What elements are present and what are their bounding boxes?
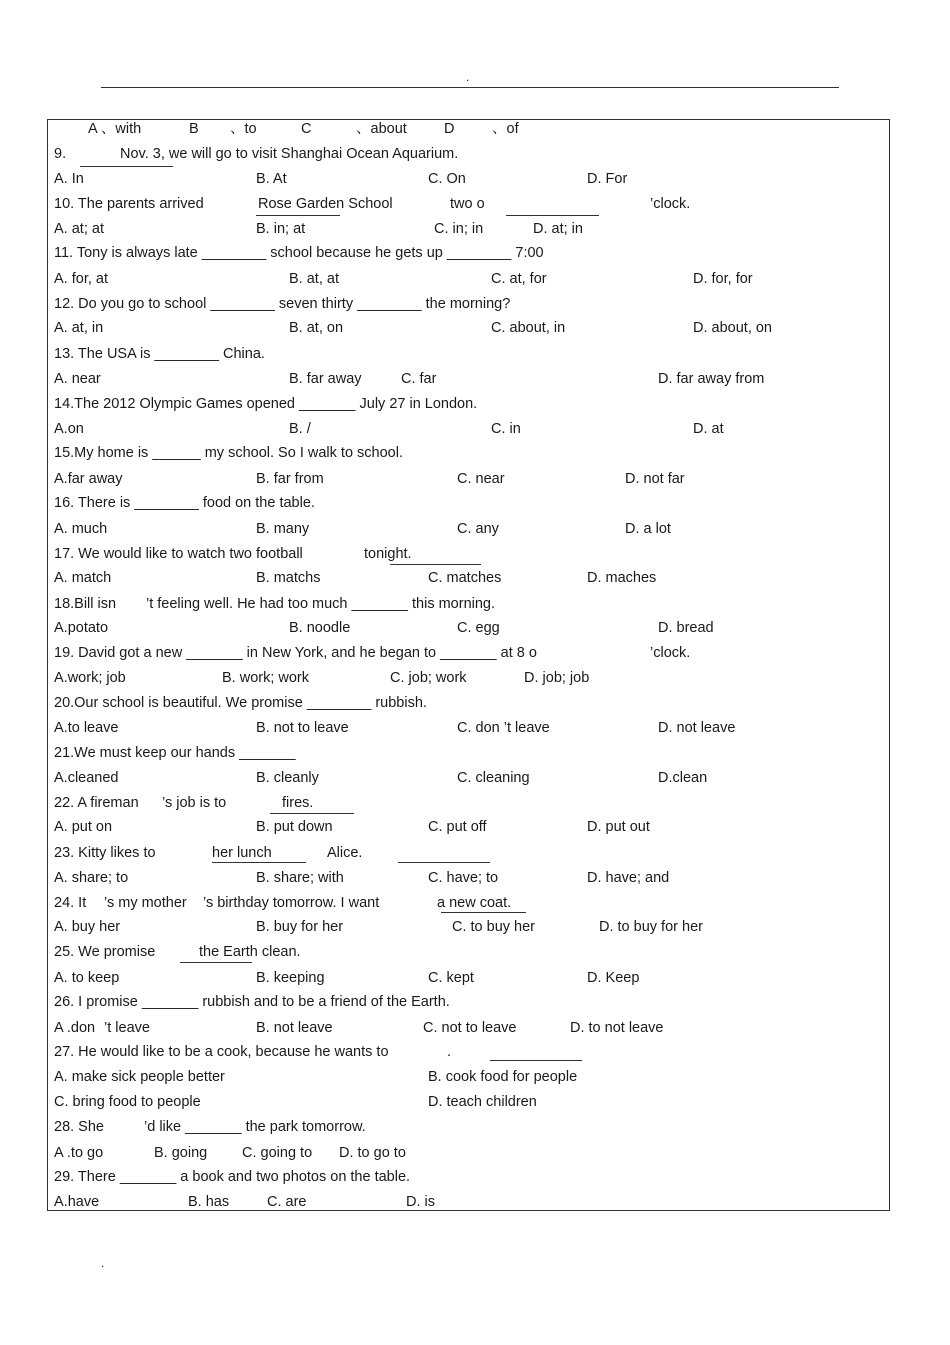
text-line-a13c: C. far: [401, 371, 437, 387]
text-line-a10b: B. in; at: [256, 221, 306, 237]
text-line-a28a: A .to go: [54, 1145, 104, 1161]
text-line-a13d: D. far away from: [658, 371, 765, 387]
text-line-a26b: B. not leave: [256, 1020, 333, 1036]
text-line-a12d: D. about, on: [693, 320, 772, 336]
text-line-a18a: A.potato: [54, 620, 109, 636]
text-line-a14c: C. in: [491, 421, 521, 437]
text-line-r0g: 、of: [492, 121, 519, 137]
text-line-a28b: B. going: [154, 1145, 208, 1161]
text-line-a19d: D. job; job: [524, 670, 590, 686]
text-line-q25: 25. We promise: [54, 944, 156, 960]
text-line-a18c: C. egg: [457, 620, 500, 636]
text-line-a16c: C. any: [457, 521, 499, 537]
text-line-a19c: C. job; work: [390, 670, 467, 686]
answer-blank-line: [490, 1060, 582, 1061]
text-line-a27a: A. make sick people better: [54, 1069, 225, 1085]
text-line-q23b: her lunch: [212, 845, 272, 861]
text-line-q24: 24. It: [54, 895, 87, 911]
text-line-q25b: the Earth clean.: [199, 944, 301, 960]
text-line-a29c: C. are: [267, 1194, 307, 1210]
text-line-q20: 20.Our school is beautiful. We promise ________ rubbish.: [54, 695, 427, 711]
text-line-a24b: B. buy for her: [256, 919, 344, 935]
text-line-a15a: A.far away: [54, 471, 123, 487]
text-line-q9b: Nov. 3, we will go to visit Shanghai Ocean Aquarium.: [120, 146, 459, 162]
text-line-a14d: D. at: [693, 421, 724, 437]
text-line-a18b: B. noodle: [289, 620, 351, 636]
text-line-a28c: C. going to: [242, 1145, 313, 1161]
text-line-q26: 26. I promise _______ rubbish and to be a friend of the Earth.: [54, 994, 450, 1010]
header-rule: [101, 87, 839, 88]
header-mark: .: [466, 70, 470, 84]
text-line-q12: 12. Do you go to school ________ seven thirty ________ the morning?: [54, 296, 511, 312]
text-line-a23d: D. have; and: [587, 870, 670, 886]
text-line-q21: 21.We must keep our hands _______: [54, 745, 296, 761]
text-line-a19b: B. work; work: [222, 670, 310, 686]
text-line-a15b: B. far from: [256, 471, 324, 487]
text-line-a13a: A. near: [54, 371, 101, 387]
text-line-a11b: B. at, at: [289, 271, 339, 287]
text-line-a12c: C. about, in: [491, 320, 566, 336]
text-line-q19b: ’clock.: [650, 645, 691, 661]
answer-blank-line: [506, 215, 599, 216]
answer-blank-line: [270, 813, 354, 814]
text-line-a29b: B. has: [188, 1194, 230, 1210]
text-line-q22b: ’s job is to: [162, 795, 227, 811]
text-line-a19a: A.work; job: [54, 670, 126, 686]
answer-blank-line: [398, 862, 490, 863]
answer-blank-line: [256, 215, 340, 216]
text-line-a11a: A. for, at: [54, 271, 108, 287]
answer-blank-line: [180, 962, 252, 963]
answer-blank-line: [212, 862, 306, 863]
text-line-a22d: D. put out: [587, 819, 650, 835]
text-line-q10b: Rose Garden School: [258, 196, 393, 212]
text-line-a23b: B. share; with: [256, 870, 344, 886]
text-line-a21d: D.clean: [658, 770, 708, 786]
text-line-q23c: Alice.: [327, 845, 363, 861]
text-line-q11: 11. Tony is always late ________ school because he gets up ________ 7:00: [54, 245, 544, 261]
text-line-a16d: D. a lot: [625, 521, 671, 537]
text-line-q18: 18.Bill isn: [54, 596, 117, 612]
text-line-a10d: D. at; in: [533, 221, 583, 237]
text-line-a22c: C. put off: [428, 819, 487, 835]
text-line-a17c: C. matches: [428, 570, 502, 586]
text-line-q13: 13. The USA is ________ China.: [54, 346, 265, 362]
text-line-a22b: B. put down: [256, 819, 333, 835]
text-line-a27c: C. bring food to people: [54, 1094, 201, 1110]
text-line-a21c: C. cleaning: [457, 770, 530, 786]
text-line-q17b: tonight.: [364, 546, 412, 562]
text-line-a20d: D. not leave: [658, 720, 736, 736]
text-line-a21b: B. cleanly: [256, 770, 319, 786]
text-line-q24c: ’s birthday tomorrow. I want: [203, 895, 380, 911]
text-line-q10c: two o: [450, 196, 485, 212]
answer-blank-line: [80, 166, 173, 167]
text-line-r0a: A 、with: [88, 121, 142, 137]
text-line-a27b: B. cook food for people: [428, 1069, 578, 1085]
text-line-a16b: B. many: [256, 521, 310, 537]
text-line-q22c: fires.: [282, 795, 314, 811]
text-line-a29a: A.have: [54, 1194, 100, 1210]
text-line-q10: 10. The parents arrived: [54, 196, 204, 212]
text-line-a14a: A.on: [54, 421, 84, 437]
text-line-a27d: D. teach children: [428, 1094, 537, 1110]
text-line-a17d: D. maches: [587, 570, 657, 586]
text-line-a17b: B. matchs: [256, 570, 321, 586]
text-line-a25b: B. keeping: [256, 970, 325, 986]
text-line-q10d: ’clock.: [650, 196, 691, 212]
text-line-q14: 14.The 2012 Olympic Games opened _______ July 27 in London.: [54, 396, 478, 412]
text-line-a29d: D. is: [406, 1194, 435, 1210]
text-line-a14b: B. /: [289, 421, 311, 437]
text-line-a11d: D. for, for: [693, 271, 753, 287]
text-line-a26a2: ’t leave: [104, 1020, 150, 1036]
text-line-a20b: B. not to leave: [256, 720, 349, 736]
text-line-q15: 15.My home is ______ my school. So I walk to school.: [54, 445, 403, 461]
text-line-a10a: A. at; at: [54, 221, 104, 237]
text-line-r0d: C: [301, 121, 312, 137]
text-line-a15d: D. not far: [625, 471, 685, 487]
text-line-a15c: C. near: [457, 471, 505, 487]
text-line-a13b: B. far away: [289, 371, 362, 387]
text-line-r0b: B: [189, 121, 199, 137]
text-line-q17: 17. We would like to watch two football: [54, 546, 303, 562]
text-line-r0c: 、to: [230, 121, 257, 137]
text-line-a26d: D. to not leave: [570, 1020, 664, 1036]
text-line-a25d: D. Keep: [587, 970, 640, 986]
text-line-a9a: A. In: [54, 171, 84, 187]
text-line-a22a: A. put on: [54, 819, 113, 835]
text-line-q27: 27. He would like to be a cook, because he wants to: [54, 1044, 389, 1060]
text-line-q24d: a new coat.: [437, 895, 512, 911]
text-line-a24c: C. to buy her: [452, 919, 536, 935]
text-line-a16a: A. much: [54, 521, 108, 537]
text-line-a20a: A.to leave: [54, 720, 119, 736]
text-line-q22: 22. A fireman: [54, 795, 139, 811]
text-line-a23c: C. have; to: [428, 870, 499, 886]
text-line-a26c: C. not to leave: [423, 1020, 517, 1036]
text-line-q9: 9.: [54, 146, 67, 162]
text-line-a10c: C. in; in: [434, 221, 484, 237]
text-line-a12a: A. at, in: [54, 320, 104, 336]
text-line-a23a: A. share; to: [54, 870, 129, 886]
text-line-q18b: ’t feeling well. He had too much _______ this morning.: [146, 596, 496, 612]
text-line-a25a: A. to keep: [54, 970, 120, 986]
text-line-a20c: C. don ’t leave: [457, 720, 550, 736]
text-line-q19: 19. David got a new _______ in New York, and he began to _______ at 8 o: [54, 645, 537, 661]
text-line-q28b: ’d like _______ the park tomorrow.: [144, 1119, 366, 1135]
text-line-a11c: C. at, for: [491, 271, 547, 287]
text-line-q16: 16. There is ________ food on the table.: [54, 495, 315, 511]
text-line-a18d: D. bread: [658, 620, 714, 636]
footer-mark: .: [101, 1256, 105, 1270]
text-line-q23: 23. Kitty likes to: [54, 845, 156, 861]
text-line-a12b: B. at, on: [289, 320, 344, 336]
answer-blank-line: [441, 912, 526, 913]
text-line-a9d: D. For: [587, 171, 628, 187]
text-line-q27b: .: [447, 1044, 452, 1060]
text-line-a17a: A. match: [54, 570, 112, 586]
text-line-q24b: ’s my mother: [104, 895, 187, 911]
text-line-a24a: A. buy her: [54, 919, 121, 935]
text-line-a9b: B. At: [256, 171, 287, 187]
text-line-a24d: D. to buy for her: [599, 919, 703, 935]
text-line-r0e: 、about: [356, 121, 407, 137]
text-line-q28: 28. She: [54, 1119, 104, 1135]
text-line-q29: 29. There _______ a book and two photos on the table.: [54, 1169, 411, 1185]
text-line-a9c: C. On: [428, 171, 466, 187]
text-line-r0f: D: [444, 121, 455, 137]
text-line-a28d: D. to go to: [339, 1145, 406, 1161]
text-line-a21a: A.cleaned: [54, 770, 119, 786]
answer-blank-line: [390, 564, 481, 565]
text-line-a25c: C. kept: [428, 970, 474, 986]
text-line-a26a: A .don: [54, 1020, 96, 1036]
